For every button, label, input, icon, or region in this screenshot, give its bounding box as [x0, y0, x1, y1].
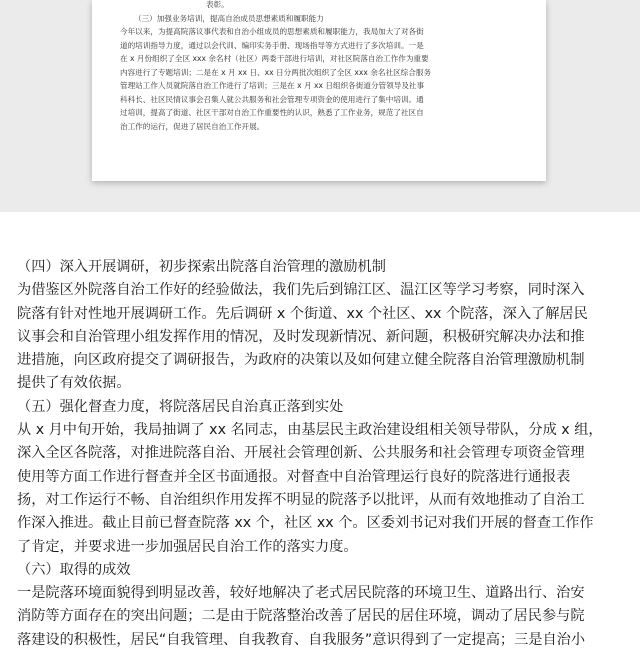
embedded-section-heading: （三）加强业务培训，提高自治成员思想素质和履职能力: [134, 13, 324, 23]
text-line: 消防等方面存在的突出问题；二是由于院落整治改善了居民的居住环境，调动了居民参与院: [17, 608, 585, 625]
embedded-line: 过培训，提高了街道、社区干部对自治工作重要性的认识，熟悉了工作业务，规范了社区自: [120, 108, 424, 117]
document-body: [17, 256, 623, 652]
text-line: 了肯定，并要求进一步加强居民自治工作的落实力度。: [17, 538, 358, 555]
embedded-line: 科科长、社区民情议事会召集人就公共服务和社会管理专项资金的使用进行了集中培训。通: [120, 94, 424, 104]
text-line: 落建设的积极性，居民“自我管理、自我教育、自我服务”意识得到了一定提高；三是自治小: [17, 631, 586, 648]
embedded-line: 表彰。: [206, 0, 229, 9]
text-line: 从 x 月中旬开始，我局抽调了 xx 名同志，由基层民主政治建设组相关领导带队，分成 x 组，: [17, 422, 603, 439]
section-heading: （五）强化督查力度，将院落居民自治真正落到实处: [17, 398, 344, 415]
text-line: 作深入推进。截止目前已督查院落 xx 个，社区 xx 个。区委刘书记对我们开展的督查工作作: [17, 515, 594, 532]
embedded-page-preview: [92, 0, 546, 181]
embedded-page-text: [120, 0, 524, 133]
text-line: 深入全区各院落，对推进院落自治、开展社会管理创新、公共服务和社会管理专项资金管理: [17, 445, 585, 462]
text-line: 提供了有效依据。: [17, 375, 131, 392]
section-heading: （六）取得的成效: [17, 561, 131, 578]
embedded-line: 内容进行了专题培训；二是在 x 月 xx 日、xx 日分两批次组织了全区 xxx 余名社区综合服务: [120, 67, 432, 77]
embedded-line: 道的培训指导力度，通过以会代训、编印实务手册、现场指导等方式进行了多次培训。一是: [120, 40, 424, 50]
text-line: 院落有针对性地开展调研工作。先后调研 x 个街道、xx 个社区、xx 个院落，深入了解居民: [17, 305, 588, 322]
text-line: 为借鉴区外院落自治工作好的经验做法，我们先后到锦江区、温江区等学习考察，同时深入: [17, 282, 585, 299]
embedded-line: 管理站工作人员就院落自治工作进行了培训；三是在 x 月 xx 日组织各街道分管领导及社事: [120, 81, 425, 90]
text-line: 一是院落环境面貌得到明显改善，较好地解决了老式居民院落的环境卫生、道路出行、治安: [17, 585, 585, 602]
text-line: 议事会和自治管理小组发挥作用的情况，及时发现新情况、新问题，积极研究解决办法和推: [17, 328, 585, 345]
text-line: 使用等方面工作进行督查并全区书面通报。对督查中自治管理运行良好的院落进行通报表: [17, 468, 571, 485]
embedded-line: 治工作的运行，促进了居民自治工作开展。: [120, 121, 265, 131]
section-heading: （四）深入开展调研，初步探索出院落自治管理的激励机制: [17, 259, 386, 275]
text-line: 进措施，向区政府提交了调研报告，为政府的决策以及如何建立健全院落自治管理激励机制: [17, 352, 585, 369]
embedded-line: 今年以来，为提高院落议事代表和自治小组成员的思想素质和履职能力，我局加大了对各街: [120, 27, 424, 36]
text-line: 扬，对工作运行不畅、自治组织作用发挥不明显的院落予以批评，从而有效地推动了自治工: [17, 491, 585, 508]
embedded-line: 在 x 月份组织了全区 xxx 余名村（社区）两委干部进行培训，对社区院落自治工作作为重要: [120, 54, 429, 63]
